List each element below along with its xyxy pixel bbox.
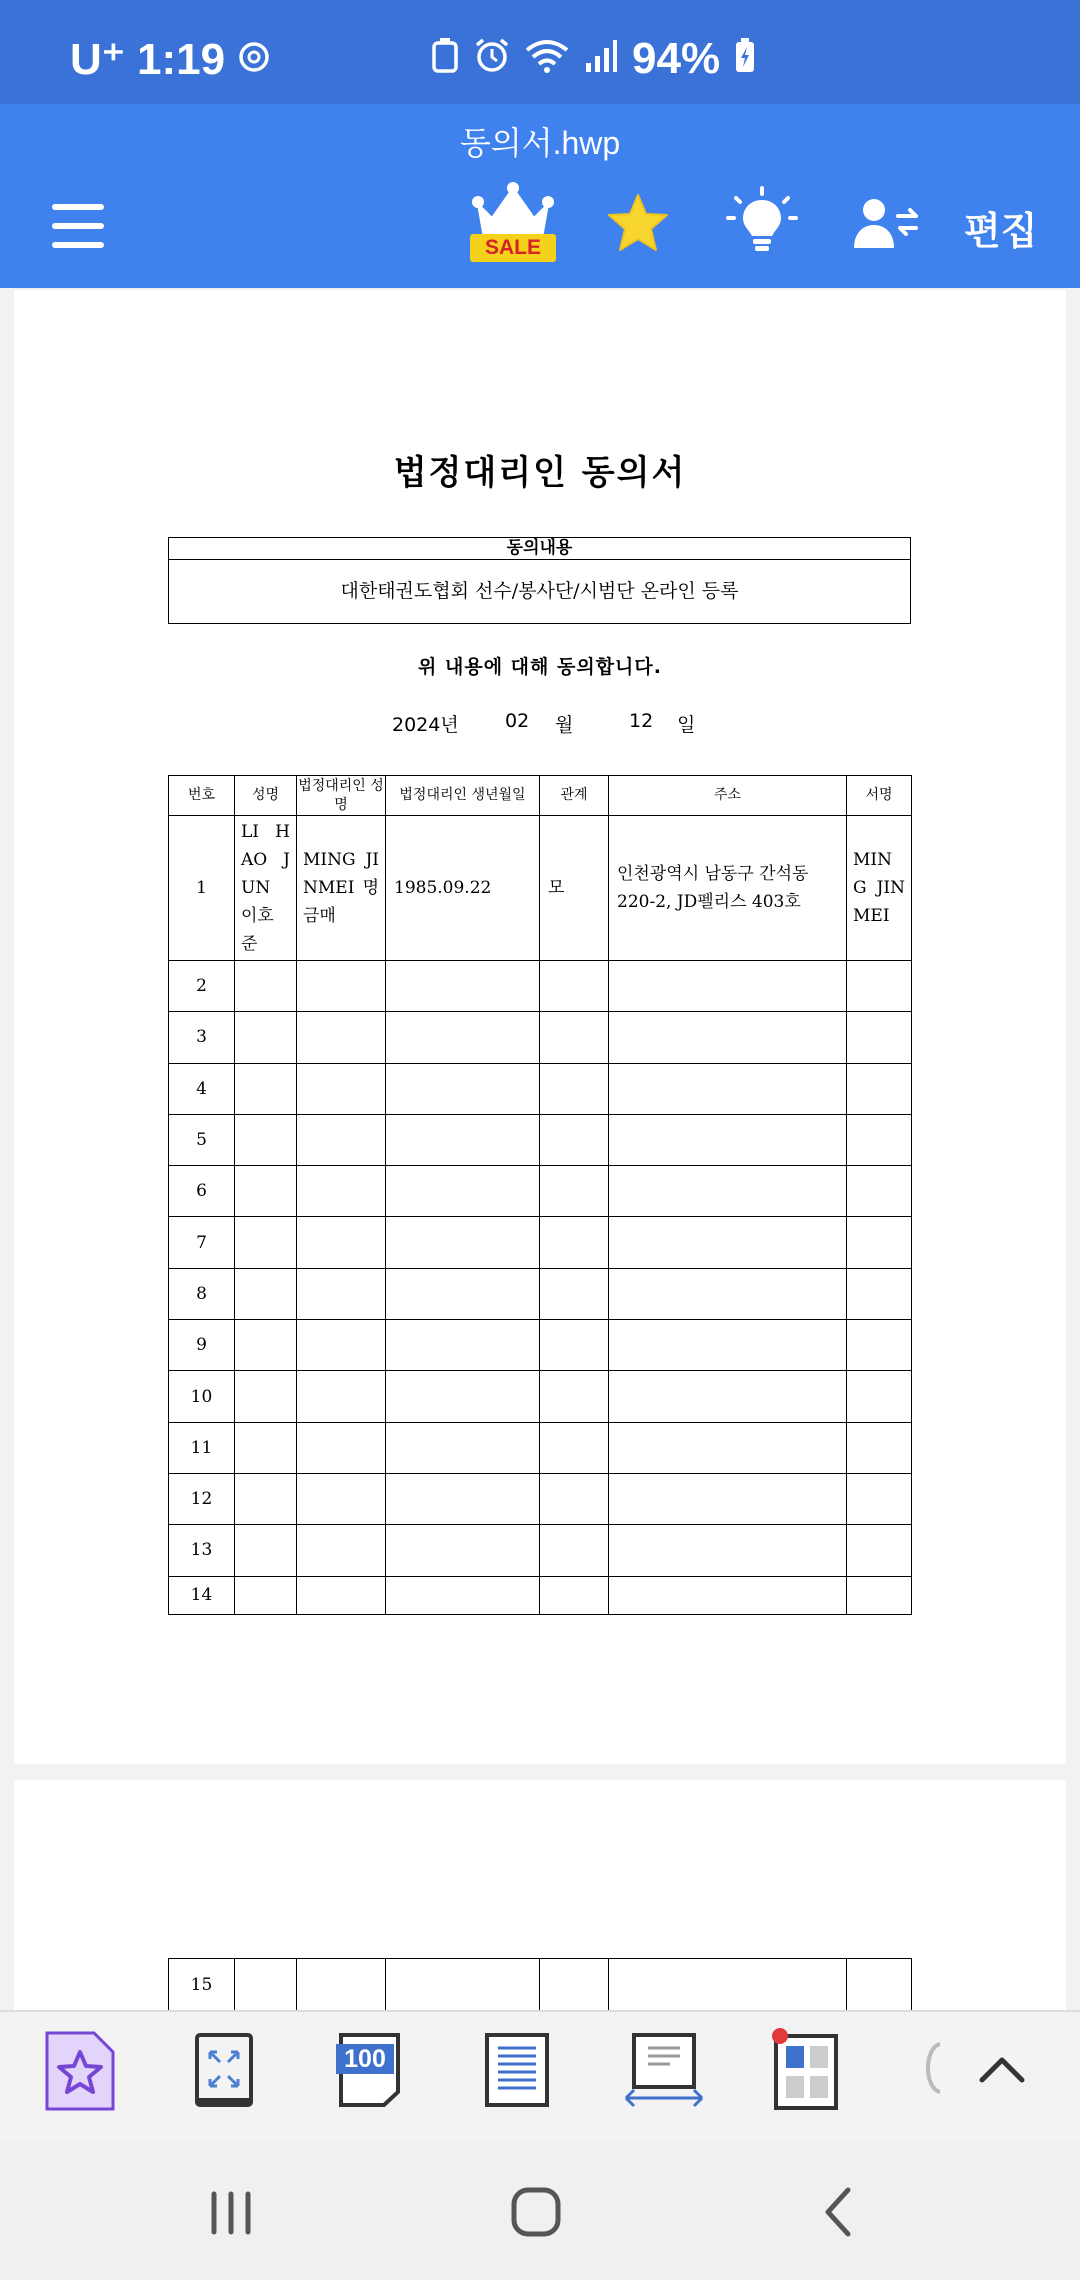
cell-signature bbox=[847, 1473, 912, 1524]
cell-guardian-name bbox=[297, 1473, 386, 1524]
cell-name bbox=[235, 1217, 297, 1268]
cell-guardian-name: MING JINMEI 명금매 bbox=[297, 816, 386, 961]
cell-name bbox=[235, 1114, 297, 1165]
reflow-view-button[interactable] bbox=[622, 2032, 706, 2116]
cell-guardian-birth bbox=[386, 1268, 540, 1319]
cell-name bbox=[235, 1166, 297, 1217]
cell-guardian-name bbox=[297, 1576, 386, 1614]
table-row bbox=[169, 1525, 912, 1576]
cell-address bbox=[609, 1525, 847, 1576]
cell-address bbox=[609, 1959, 847, 2011]
page-view-button[interactable] bbox=[484, 2032, 550, 2112]
date-month: 02 bbox=[505, 710, 530, 732]
cell-guardian-birth bbox=[386, 961, 540, 1012]
cell-relation bbox=[540, 1473, 609, 1524]
cell-address bbox=[609, 1217, 847, 1268]
user-switch-icon bbox=[854, 196, 918, 252]
consent-body: 대한태권도협회 선수/봉사단/시범단 온라인 등록 bbox=[340, 580, 739, 602]
cell-address bbox=[609, 1576, 847, 1614]
cell-signature bbox=[847, 961, 912, 1012]
table-row bbox=[169, 1371, 912, 1422]
cell-relation bbox=[540, 1217, 609, 1268]
zoom-label: 100 bbox=[344, 2045, 386, 2073]
cell-relation bbox=[540, 1959, 609, 2011]
cell-address bbox=[609, 1422, 847, 1473]
cell-signature bbox=[847, 1959, 912, 2011]
recycle-icon bbox=[430, 34, 460, 84]
date-month-unit: 월 bbox=[555, 714, 574, 736]
cell-name bbox=[235, 1063, 297, 1114]
zoom-100-button[interactable] bbox=[336, 2032, 402, 2112]
document-page-2 bbox=[14, 1780, 1066, 2010]
edit-button[interactable]: 편집 bbox=[964, 209, 1038, 253]
table-row bbox=[169, 1217, 912, 1268]
cell-relation bbox=[540, 1320, 609, 1371]
cell-number: 15 bbox=[169, 1959, 235, 2011]
header-number: 번호 bbox=[169, 776, 235, 816]
cell-relation bbox=[540, 1063, 609, 1114]
guardian-table-continued bbox=[168, 1958, 912, 2011]
thumbnail-grid-icon bbox=[770, 2026, 842, 2110]
menu-button[interactable] bbox=[52, 204, 104, 248]
cell-relation bbox=[540, 1166, 609, 1217]
cell-name bbox=[235, 1268, 297, 1319]
cell-guardian-name bbox=[297, 1371, 386, 1422]
cell-name bbox=[235, 1320, 297, 1371]
cell-guardian-name bbox=[297, 1114, 386, 1165]
table-row bbox=[169, 1473, 912, 1524]
guardian-table bbox=[168, 775, 912, 1615]
cell-guardian-birth bbox=[386, 1473, 540, 1524]
cell-guardian-birth bbox=[386, 1166, 540, 1217]
back-button[interactable] bbox=[818, 2186, 858, 2242]
header-name: 성명 bbox=[235, 776, 297, 816]
header-address: 주소 bbox=[609, 776, 847, 816]
more-tools-partial-icon[interactable] bbox=[916, 2040, 956, 2100]
cell-relation bbox=[540, 1371, 609, 1422]
ai-document-icon bbox=[44, 2030, 116, 2112]
cell-signature bbox=[847, 1371, 912, 1422]
table-row bbox=[169, 961, 912, 1012]
cell-relation bbox=[540, 1422, 609, 1473]
document-title: 법정대리인 동의서 bbox=[393, 453, 687, 493]
cell-name bbox=[235, 1959, 297, 2011]
sync-icon bbox=[237, 35, 271, 85]
cell-name bbox=[235, 1371, 297, 1422]
home-icon bbox=[510, 2186, 562, 2238]
cell-signature bbox=[847, 1320, 912, 1371]
cell-number: 14 bbox=[169, 1576, 235, 1614]
cell-guardian-name bbox=[297, 1525, 386, 1576]
cell-address bbox=[609, 1166, 847, 1217]
cell-address bbox=[609, 1012, 847, 1063]
cell-guardian-name bbox=[297, 1063, 386, 1114]
cell-signature bbox=[847, 1217, 912, 1268]
table-row bbox=[169, 1063, 912, 1114]
cell-number: 12 bbox=[169, 1473, 235, 1524]
cell-name: LI HAO JUN 이호준 bbox=[235, 816, 297, 961]
cell-number: 10 bbox=[169, 1371, 235, 1422]
reflow-icon bbox=[622, 2032, 706, 2112]
cell-guardian-birth bbox=[386, 1525, 540, 1576]
cell-signature bbox=[847, 1525, 912, 1576]
cell-signature: MING JINMEI bbox=[847, 816, 912, 961]
cell-guardian-name bbox=[297, 1959, 386, 2011]
cell-guardian-birth bbox=[386, 1114, 540, 1165]
cell-address bbox=[609, 1114, 847, 1165]
battery-charging-icon bbox=[734, 34, 756, 84]
cell-relation bbox=[540, 1576, 609, 1614]
cell-signature bbox=[847, 1063, 912, 1114]
cell-number: 3 bbox=[169, 1012, 235, 1063]
cell-relation: 모 bbox=[540, 816, 609, 961]
cell-name bbox=[235, 1422, 297, 1473]
cell-number: 7 bbox=[169, 1217, 235, 1268]
table-row bbox=[169, 1268, 912, 1319]
cell-name bbox=[235, 961, 297, 1012]
table-row bbox=[169, 1959, 912, 2011]
cell-address bbox=[609, 1268, 847, 1319]
cell-guardian-name bbox=[297, 1012, 386, 1063]
bottom-toolbar bbox=[0, 2010, 1080, 2142]
date-day-unit: 일 bbox=[677, 714, 696, 736]
cell-name bbox=[235, 1576, 297, 1614]
cell-guardian-name bbox=[297, 1422, 386, 1473]
date-day: 12 bbox=[629, 710, 654, 732]
table-row bbox=[169, 1422, 912, 1473]
cell-guardian-birth bbox=[386, 1371, 540, 1422]
header-guardian-birth: 법정대리인 생년월일 bbox=[386, 776, 540, 816]
table-row bbox=[169, 1576, 912, 1614]
cell-guardian-birth bbox=[386, 1063, 540, 1114]
wifi-icon bbox=[524, 34, 570, 84]
table-row bbox=[169, 1012, 912, 1063]
header-relation: 관계 bbox=[540, 776, 609, 816]
cell-guardian-birth bbox=[386, 1422, 540, 1473]
ai-assistant-button[interactable] bbox=[44, 2030, 116, 2116]
cell-guardian-name bbox=[297, 1268, 386, 1319]
time-label: 1:19 bbox=[137, 34, 226, 84]
cell-guardian-name bbox=[297, 961, 386, 1012]
cell-signature bbox=[847, 1012, 912, 1063]
cell-name bbox=[235, 1012, 297, 1063]
tips-button[interactable] bbox=[726, 186, 798, 262]
table-row bbox=[169, 1320, 912, 1371]
cell-signature bbox=[847, 1576, 912, 1614]
cell-number: 9 bbox=[169, 1320, 235, 1371]
file-name-title: 동의서.hwp bbox=[459, 125, 621, 161]
chevron-up-icon bbox=[976, 2046, 1028, 2094]
cell-address bbox=[609, 1473, 847, 1524]
page-lines-icon bbox=[484, 2032, 550, 2108]
table-row bbox=[169, 1114, 912, 1165]
cell-signature bbox=[847, 1166, 912, 1217]
cell-relation bbox=[540, 961, 609, 1012]
cell-guardian-name bbox=[297, 1320, 386, 1371]
cell-guardian-birth: 1985.09.22 bbox=[386, 816, 540, 961]
cell-number: 13 bbox=[169, 1525, 235, 1576]
sale-badge: SALE bbox=[484, 236, 541, 259]
recent-apps-button[interactable] bbox=[206, 2188, 256, 2242]
fit-screen-icon bbox=[194, 2032, 254, 2108]
cell-relation bbox=[540, 1012, 609, 1063]
table-row bbox=[169, 1166, 912, 1217]
cell-address bbox=[609, 1320, 847, 1371]
cell-guardian-name bbox=[297, 1217, 386, 1268]
date-year: 2024년 bbox=[392, 714, 459, 736]
agree-text: 위 내용에 대해 동의합니다. bbox=[418, 656, 662, 678]
cell-guardian-birth bbox=[386, 1576, 540, 1614]
date-line bbox=[392, 710, 695, 737]
cell-signature bbox=[847, 1422, 912, 1473]
cell-guardian-birth bbox=[386, 1217, 540, 1268]
table-row bbox=[169, 816, 912, 961]
carrier-label: U⁺ bbox=[70, 35, 125, 84]
favorite-button[interactable] bbox=[606, 192, 670, 258]
cell-guardian-birth bbox=[386, 1012, 540, 1063]
cell-number: 11 bbox=[169, 1422, 235, 1473]
cell-address bbox=[609, 1063, 847, 1114]
account-switch-button[interactable] bbox=[854, 196, 918, 256]
cell-address bbox=[609, 961, 847, 1012]
cell-relation bbox=[540, 1114, 609, 1165]
signal-icon bbox=[584, 34, 618, 84]
lightbulb-icon bbox=[726, 186, 798, 258]
consent-box bbox=[168, 537, 911, 624]
status-bar bbox=[0, 0, 1080, 104]
alarm-icon bbox=[474, 34, 510, 84]
cell-signature bbox=[847, 1268, 912, 1319]
cell-guardian-birth bbox=[386, 1959, 540, 2011]
cell-guardian-name bbox=[297, 1166, 386, 1217]
cell-guardian-birth bbox=[386, 1320, 540, 1371]
cell-relation bbox=[540, 1268, 609, 1319]
document-page-1 bbox=[14, 290, 1066, 1764]
cell-number: 6 bbox=[169, 1166, 235, 1217]
consent-header: 동의내용 bbox=[169, 538, 910, 560]
cell-address: 인천광역시 남동구 간석동 220-2, JD펠리스 403호 bbox=[609, 816, 847, 961]
cell-address bbox=[609, 1371, 847, 1422]
system-nav-bar bbox=[0, 2142, 1080, 2280]
battery-percent: 94% bbox=[632, 34, 721, 83]
cell-number: 4 bbox=[169, 1063, 235, 1114]
fit-screen-button[interactable] bbox=[194, 2032, 254, 2112]
home-button[interactable] bbox=[510, 2186, 562, 2242]
cell-number: 5 bbox=[169, 1114, 235, 1165]
cell-signature bbox=[847, 1114, 912, 1165]
premium-sale-button[interactable] bbox=[468, 182, 558, 268]
cell-number: 2 bbox=[169, 961, 235, 1012]
expand-toolbar-button[interactable] bbox=[976, 2046, 1028, 2098]
header-guardian-name: 법정대리인 성명 bbox=[297, 776, 386, 816]
back-icon bbox=[818, 2186, 858, 2238]
cell-name bbox=[235, 1473, 297, 1524]
star-icon bbox=[606, 192, 670, 254]
thumbnail-view-button[interactable] bbox=[770, 2026, 842, 2114]
header-signature: 서명 bbox=[847, 776, 912, 816]
cell-name bbox=[235, 1525, 297, 1576]
recent-apps-icon bbox=[206, 2188, 256, 2238]
cell-number: 8 bbox=[169, 1268, 235, 1319]
cell-number: 1 bbox=[169, 816, 235, 961]
cell-relation bbox=[540, 1525, 609, 1576]
app-bar bbox=[0, 104, 1080, 288]
